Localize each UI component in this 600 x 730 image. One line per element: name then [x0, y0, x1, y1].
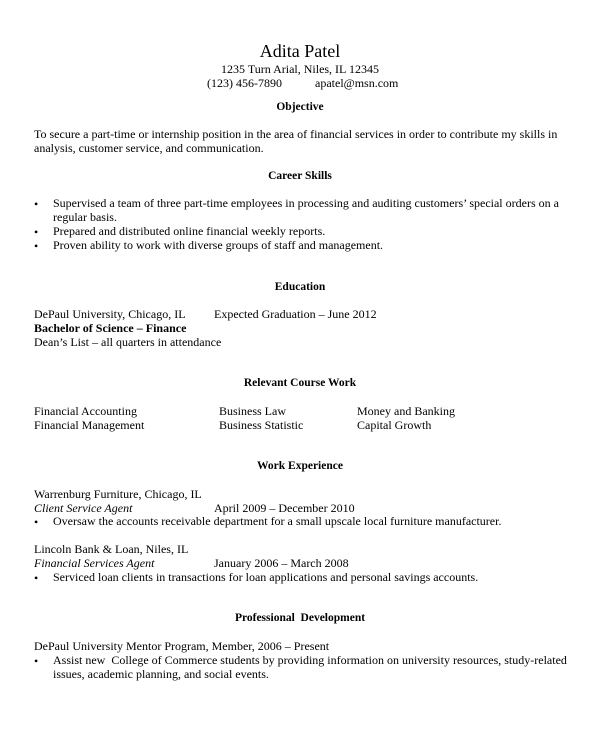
resume-name: Adita Patel [259, 41, 341, 61]
coursework-heading: Relevant Course Work [243, 377, 357, 389]
course-item: Capital Growth [357, 418, 432, 432]
job-1-employer: Warrenburg Furniture, Chicago, IL [34, 487, 202, 501]
education-graduation: Expected Graduation – June 2012 [214, 307, 377, 321]
job-1-dates: April 2009 – December 2010 [214, 501, 355, 515]
job-2-employer: Lincoln Bank & Loan, Niles, IL [34, 542, 189, 556]
career-skill-2: Prepared and distributed online financial weekly reports. [53, 224, 326, 238]
address: 1235 Turn Arial, Niles, IL 12345 [221, 62, 379, 76]
development-line-2: issues, academic planning, and social events. [53, 667, 269, 681]
career-skill-1-line-1: Supervised a team of three part-time employees in processing and auditing customers’ special orders on a [53, 196, 559, 210]
objective-heading: Objective [276, 101, 324, 113]
career-skill-1-line-2: regular basis. [53, 210, 117, 224]
career-skills-heading: Career Skills [268, 170, 332, 182]
education-heading: Education [274, 281, 326, 293]
job-2-dates: January 2006 – March 2008 [214, 556, 349, 570]
development-line-1: Assist new College of Commerce students by providing information on university resources, study-related [53, 653, 567, 667]
education-school: DePaul University, Chicago, IL [34, 307, 186, 321]
job-2-duty: Serviced loan clients in transactions for loan applications and personal savings accounts. [53, 570, 479, 584]
bullet-icon: • [34, 654, 39, 668]
education-honors: Dean’s List – all quarters in attendance [34, 335, 222, 349]
job-1-title: Client Service Agent [34, 501, 133, 515]
course-item: Business Law [219, 404, 286, 418]
job-2-title: Financial Services Agent [34, 556, 155, 570]
career-skill-3: Proven ability to work with diverse groups of staff and management. [53, 238, 384, 252]
bullet-icon: • [34, 515, 39, 529]
development-program: DePaul University Mentor Program, Member, 2006 – Present [34, 639, 330, 653]
development-heading: Professional Development [234, 612, 366, 624]
bullet-icon: • [34, 225, 39, 239]
education-degree: Bachelor of Science – Finance [34, 321, 187, 335]
work-experience-heading: Work Experience [257, 460, 343, 472]
bullet-icon: • [34, 571, 39, 585]
course-item: Money and Banking [357, 404, 455, 418]
objective-text-line-2: analysis, customer service, and communication. [34, 141, 264, 155]
objective-text-line-1: To secure a part-time or internship position in the area of financial services in order to contribute my skills in [34, 127, 558, 141]
bullet-icon: • [34, 197, 39, 211]
bullet-icon: • [34, 239, 39, 253]
course-item: Financial Management [34, 418, 145, 432]
email: apatel@msn.com [315, 76, 399, 90]
job-1-duty: Oversaw the accounts receivable department for a small upscale local furniture manufacturer. [53, 514, 502, 528]
phone: (123) 456-7890 [207, 76, 282, 90]
course-item: Financial Accounting [34, 404, 137, 418]
course-item: Business Statistic [219, 418, 304, 432]
